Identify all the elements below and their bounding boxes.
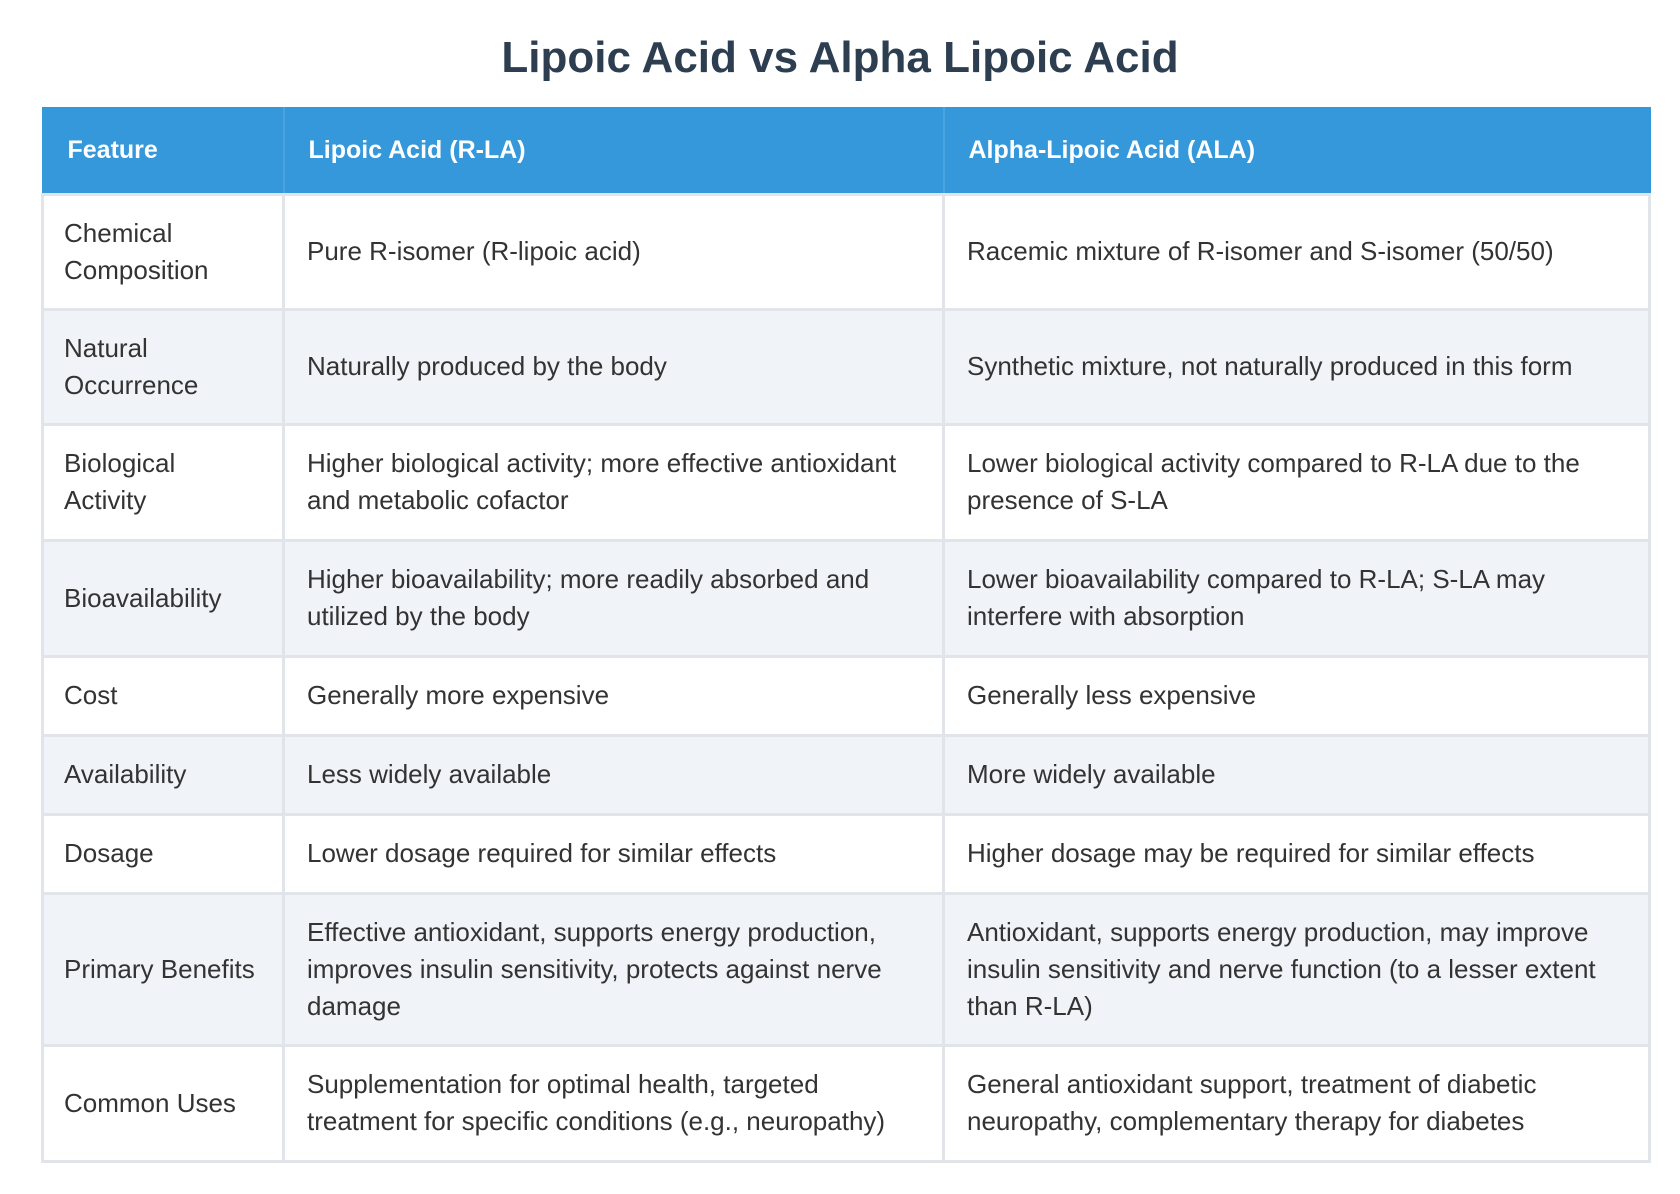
feature-cell: Common Uses — [43, 1045, 284, 1161]
lipoic-acid-cell: Naturally produced by the body — [284, 309, 944, 424]
feature-cell: Chemical Composition — [43, 194, 284, 309]
lipoic-acid-cell: Pure R-isomer (R-lipoic acid) — [284, 194, 944, 309]
alpha-lipoic-acid-cell: Synthetic mixture, not naturally produced in this form — [944, 309, 1650, 424]
feature-cell: Natural Occurrence — [43, 309, 284, 424]
table-row — [43, 309, 1650, 424]
alpha-lipoic-acid-cell: Racemic mixture of R-isomer and S-isomer (50/50) — [944, 194, 1650, 309]
lipoic-acid-cell: Supplementation for optimal health, targeted treatment for specific conditions (e.g., neuropathy) — [284, 1045, 944, 1161]
table-header — [43, 108, 1650, 194]
alpha-lipoic-acid-cell: Lower biological activity compared to R-LA due to the presence of S-LA — [944, 424, 1650, 540]
lipoic-acid-cell: Less widely available — [284, 735, 944, 814]
alpha-lipoic-acid-cell: Generally less expensive — [944, 656, 1650, 735]
lipoic-acid-cell: Lower dosage required for similar effects — [284, 814, 944, 893]
lipoic-acid-cell: Generally more expensive — [284, 656, 944, 735]
table-row — [43, 540, 1650, 656]
alpha-lipoic-acid-cell: More widely available — [944, 735, 1650, 814]
table-row — [43, 735, 1650, 814]
table-body — [43, 194, 1650, 1161]
feature-cell: Cost — [43, 656, 284, 735]
alpha-lipoic-acid-cell: Higher dosage may be required for similar effects — [944, 814, 1650, 893]
table-row — [43, 424, 1650, 540]
table-row — [43, 194, 1650, 309]
table-row — [43, 1045, 1650, 1161]
header-lipoic-acid: Lipoic Acid (R-LA) — [284, 108, 944, 194]
lipoic-acid-cell: Effective antioxidant, supports energy production, improves insulin sensitivity, protects against nerve damage — [284, 893, 944, 1045]
lipoic-acid-cell: Higher bioavailability; more readily absorbed and utilized by the body — [284, 540, 944, 656]
page-title: Lipoic Acid vs Alpha Lipoic Acid — [501, 33, 1179, 82]
header-alpha-lipoic-acid: Alpha-Lipoic Acid (ALA) — [944, 108, 1650, 194]
table-row — [43, 656, 1650, 735]
lipoic-acid-cell: Higher biological activity; more effective antioxidant and metabolic cofactor — [284, 424, 944, 540]
alpha-lipoic-acid-cell: Lower bioavailability compared to R-LA; S-LA may interfere with absorption — [944, 540, 1650, 656]
comparison-table — [41, 107, 1651, 1163]
feature-cell: Bioavailability — [43, 540, 284, 656]
alpha-lipoic-acid-cell: General antioxidant support, treatment of diabetic neuropathy, complementary therapy for diabetes — [944, 1045, 1650, 1161]
header-feature: Feature — [43, 108, 284, 194]
feature-cell: Availability — [43, 735, 284, 814]
table-row — [43, 893, 1650, 1045]
feature-cell: Primary Benefits — [43, 893, 284, 1045]
header-row — [43, 108, 1650, 194]
feature-cell: Dosage — [43, 814, 284, 893]
feature-cell: Biological Activity — [43, 424, 284, 540]
table-row — [43, 814, 1650, 893]
alpha-lipoic-acid-cell: Antioxidant, supports energy production, may improve insulin sensitivity and nerve function (to a lesser extent than R-LA) — [944, 893, 1650, 1045]
